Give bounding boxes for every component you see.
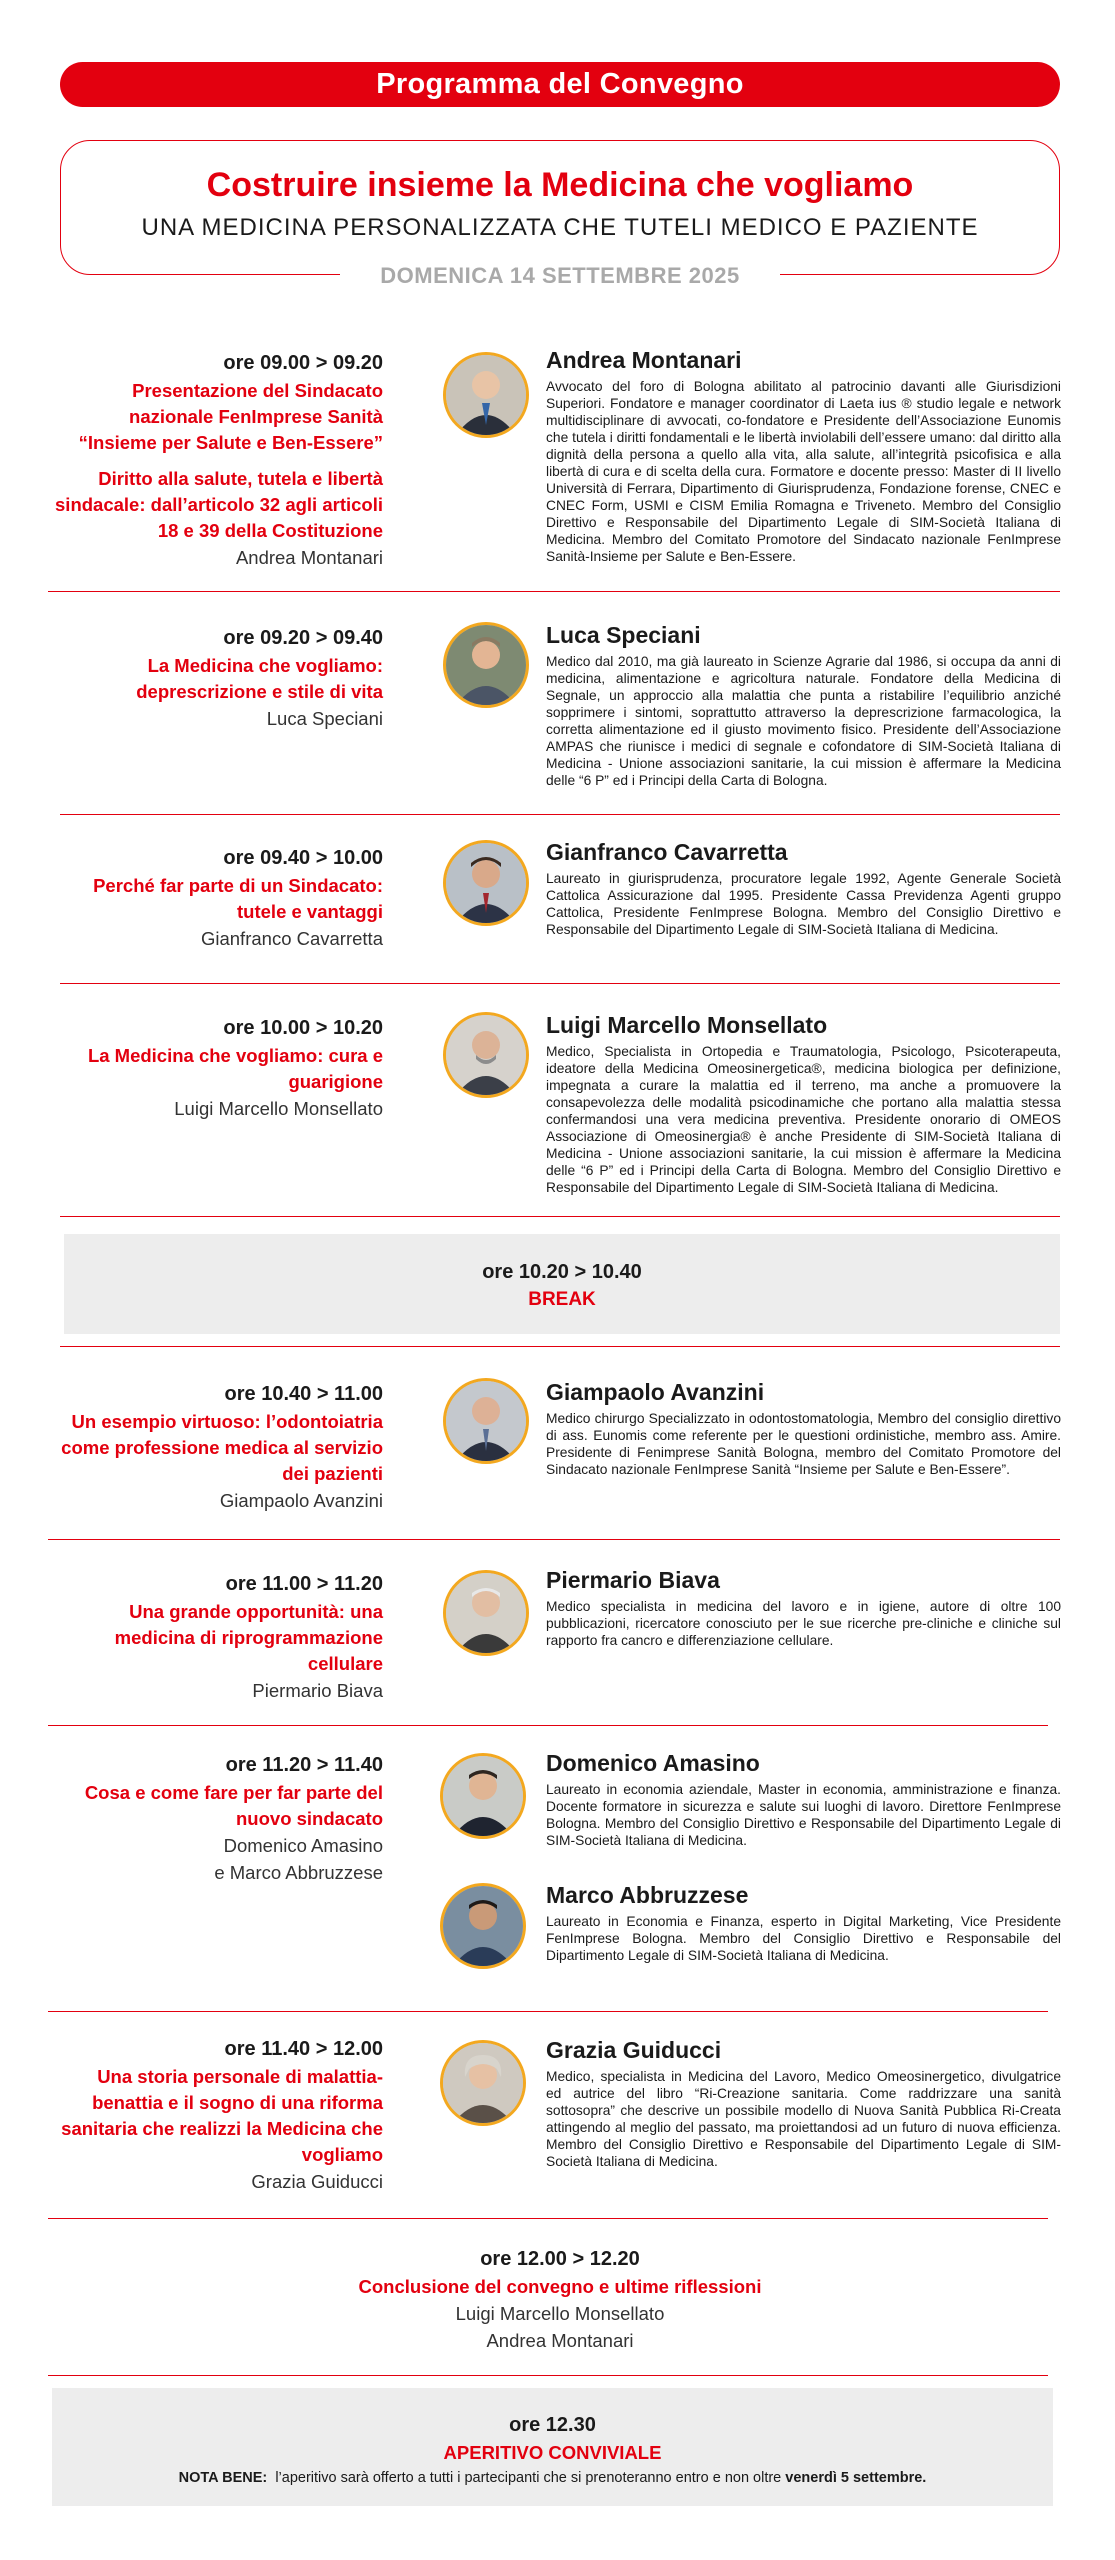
- session-speaker: Grazia Guiducci: [251, 2171, 383, 2192]
- aperitivo-title: APERITIVO CONVIVIALE: [443, 2442, 662, 2463]
- session-time: ore 09.40 > 10.00: [223, 847, 383, 869]
- event-date-text: DOMENICA 14 SETTEMBRE 2025: [380, 263, 740, 288]
- title-box: [60, 140, 1060, 275]
- session-time: ore 11.20 > 11.40: [225, 1754, 383, 1776]
- event-date: [340, 256, 780, 296]
- session-speaker: Luca Speciani: [266, 708, 383, 729]
- session-title: Un esempio virtuoso: l’odontoiatria come professione medica al servizio dei pazienti: [61, 1411, 383, 1484]
- session-title: Perché far parte di un Sindacato: tutele e vantaggi: [93, 875, 383, 922]
- session-1040: [48, 1381, 383, 1514]
- aperitivo-box: [52, 2388, 1053, 2506]
- session-title-2: Diritto alla salute, tutela e libertà sindacale: dall’articolo 32 agli articoli 18 e 39 della Costituzione: [55, 468, 383, 541]
- divider: [48, 2011, 1048, 2012]
- divider: [60, 1216, 1060, 1217]
- note-label: NOTA BENE:: [178, 2470, 268, 2486]
- divider: [48, 1725, 1048, 1726]
- session-title: Una storia personale di malattia-benattia e il sogno di una riforma sanitaria che realizzi la Medicina che vogliamo: [61, 2066, 383, 2165]
- session-0900: [48, 350, 383, 571]
- bio-guiducci: [436, 2036, 1061, 2170]
- bio-name: Andrea Montanari: [546, 347, 742, 373]
- session-1000: [48, 1015, 383, 1122]
- bio-name: Gianfranco Cavarretta: [546, 839, 788, 865]
- session-0940: [48, 845, 383, 952]
- session-speaker-2: e Marco Abbruzzese: [214, 1862, 383, 1883]
- divider: [48, 591, 1060, 592]
- divider: [48, 2218, 1048, 2219]
- divider: [48, 2375, 1048, 2376]
- session-speaker: Luigi Marcello Monsellato: [174, 1098, 383, 1119]
- divider: [60, 1346, 1060, 1347]
- bio-name: Luca Speciani: [546, 622, 701, 648]
- session-speaker: Gianfranco Cavarretta: [200, 928, 383, 949]
- closing-speaker-1: Luigi Marcello Monsellato: [455, 2303, 665, 2324]
- event-title: Costruire insieme la Medicina che vogliamo: [206, 166, 914, 204]
- session-1140: [48, 2036, 383, 2195]
- bio-avanzini: [436, 1378, 1061, 1478]
- bio-abbruzzese: [436, 1881, 1061, 1964]
- bio-name: Giampaolo Avanzini: [546, 1379, 765, 1405]
- session-title: Presentazione del Sindacato nazionale FenImprese Sanità “Insieme per Salute e Ben-Essere”: [78, 380, 383, 453]
- bio-text: Laureato in Economia e Finanza, esperto in Digital Marketing, Vice Presidente FenImprese Bologna. Membro del Consiglio Direttivo e Responsabile del Dipartimento Legale di SIM-Società Italiana di Medicina.: [546, 1914, 1061, 1963]
- break-time: ore 10.20 > 10.40: [482, 1261, 642, 1283]
- session-title: La Medicina che vogliamo: cura e guarigione: [87, 1045, 383, 1092]
- break-box: [64, 1234, 1060, 1334]
- session-speaker: Andrea Montanari: [235, 547, 383, 568]
- divider: [48, 1539, 1060, 1540]
- closing-speaker-2: Andrea Montanari: [486, 2330, 634, 2351]
- bio-name: Piermario Biava: [546, 1567, 720, 1593]
- banner-title: Programma del Convegno: [376, 68, 744, 100]
- note-text: l’aperitivo sarà offerto a tutti i partecipanti che si prenoteranno entro e non oltre: [275, 2470, 782, 2486]
- break-label: BREAK: [528, 1289, 596, 1310]
- session-title: Cosa e come fare per far parte del nuovo sindacato: [84, 1782, 383, 1829]
- bio-name: Marco Abbruzzese: [546, 1882, 749, 1908]
- session-speaker: Giampaolo Avanzini: [219, 1490, 383, 1511]
- closing-title: Conclusione del convegno e ultime riflessioni: [358, 2276, 762, 2297]
- program-banner: [60, 62, 1060, 107]
- bio-monsellato: [436, 1011, 1061, 1196]
- bio-biava: [436, 1566, 1061, 1649]
- bio-text: Medico chirurgo Specializzato in odontostomatologia, Membro del consiglio direttivo di ass. Eunomis come referente per le questioni ordinistiche, membro ass. Amire. Presidente di Fenimprese Sanità Bologna, membro del Comitato Promotore del Sindacato nazionale FenImprese Sanità “Insieme per Salute e Ben-Essere”.: [546, 1411, 1061, 1477]
- session-speaker: Domenico Amasino: [223, 1835, 383, 1856]
- closing-session: [60, 2246, 1060, 2354]
- divider: [60, 983, 1060, 984]
- session-title: La Medicina che vogliamo: deprescrizione e stile di vita: [136, 655, 383, 702]
- bio-name: Luigi Marcello Monsellato: [546, 1012, 828, 1038]
- bio-amasino: [436, 1749, 1061, 1849]
- session-1100: [48, 1571, 383, 1704]
- bio-name: Domenico Amasino: [546, 1750, 760, 1776]
- bio-text: Medico specialista in medicina del lavoro e in igiene, autore di oltre 100 pubblicazioni, ricercatore conosciuto per le sue ricerche pre-cliniche e cliniche sul rapporto fra cancro e differenziazione cellulare.: [546, 1599, 1061, 1648]
- aperitivo-time: ore 12.30: [509, 2414, 596, 2436]
- bio-speciani: [436, 621, 1061, 789]
- session-0920: [48, 625, 383, 732]
- bio-text: Medico, Specialista in Ortopedia e Traumatologia, Psicologo, Psicoterapeuta, ideatore della Medicina Omeosinergetica®, medicina biologica per definizione, impegnata a curare la malattia ed il terreno, ma anche a promuovere la consapevolezza delle modalità psicodinamiche che portano alla malattia stessa confermandosi una vera medicina preventiva. Presidente onorario di OMEOS Associazione di Omeosinergia® è anche Presidente di SIM-Società Italiana di Medicina - Unione associazioni sanitarie, la cui mission è affermare la Medicina delle “6 P” ed i Principi della Carta di Bologna. Membro del Consiglio Direttivo e Responsabile del Dipartimento Legale di SIM-Società Italiana di Medicina.: [546, 1044, 1061, 1195]
- session-1120: [48, 1752, 383, 1886]
- session-title: Una grande opportunità: una medicina di riprogrammazione cellulare: [114, 1601, 383, 1674]
- event-subtitle: UNA MEDICINA PERSONALIZZATA CHE TUTELI MEDICO E PAZIENTE: [141, 214, 979, 241]
- bio-name: Grazia Guiducci: [546, 2037, 722, 2063]
- bio-cavarretta: [436, 838, 1061, 938]
- session-time: ore 10.40 > 11.00: [224, 1383, 383, 1405]
- bio-text: Medico, specialista in Medicina del Lavoro, Medico Omeosinergetico, divulgatrice ed autrice del libro “Ri-Creazione sanitaria. Come raddrizzare una sanità sottosopra” che descrive un possibile modello di Nuova Sanità Pubblica Ri-Creata attingendo al meglio del passato, ma proiettandosi ad un futuro di nuova efficienza. Membro del Consiglio Direttivo e Responsabile del Dipartimento Legale di SIM-Società Italiana di Medicina.: [546, 2069, 1061, 2169]
- bio-text: Avvocato del foro di Bologna abilitato al patrocinio davanti alle Giurisdizioni Superiori. Fondatore e manager coordinator di Laeta ius ® studio legale e network multidisciplinare di avvocati, co-fondatore e Presidente dell’Associazione Eunomis che tutela i diritti fondamentali e le libertà inviolabili dell’essere umano: dal diritto alla dignità della persona a quello alla vita, alla salute, all’integrità psicofisica e alla libertà di cura e di scelta della cura. Formatore e docente presso: Master di II livello Università di Ferrara, Dipartimento di Giurisprudenza, Fondazione forense, CNEC e CNEC Form, USMI e CISM Emilia Romagna e Triveneto. Membro del Consiglio Direttivo e Responsabile del Dipartimento Legale di SIM-Società Italiana di Medicina. Membro del Comitato Promotore del Sindacato nazionale FenImprese Sanità-Insieme per Salute e Ben-Essere.: [546, 379, 1061, 564]
- bio-montanari: [436, 346, 1061, 565]
- note-date: venerdì 5 settembre.: [785, 2470, 927, 2486]
- session-time: ore 11.00 > 11.20: [225, 1573, 383, 1595]
- session-time: ore 11.40 > 12.00: [224, 2038, 383, 2060]
- bio-text: Medico dal 2010, ma già laureato in Scienze Agrarie dal 1986, si occupa da anni di medicina, alimentazione e agricoltura naturale. Fondatore della Medicina di Segnale, un approccio alla malattia che punta a ristabilire l’equilibrio anziché sopprimere i sintomi, soprattutto attraverso la deprescrizione farmacologica, la corretta alimentazione ed il giusto movimento fisico. Presidente dell’Associazione AMPAS che riunisce i medici di segnale e cofondatore di SIM-Società Italiana di Medicina - Unione associazioni sanitarie, la cui mission è affermare la Medicina delle “6 P” ed i Principi della Carta di Bologna.: [546, 654, 1061, 788]
- session-time: ore 09.20 > 09.40: [223, 627, 383, 649]
- session-speaker: Piermario Biava: [252, 1680, 383, 1701]
- bio-text: Laureato in giurisprudenza, procuratore legale 1992, Agente Generale Società Cattolica Assicurazione dal 1995. Presidente Cassa Previdenza Agenti gruppo Cattolica, Presidente FenImprese Bologna. Membro del Consiglio Direttivo e Responsabile del Dipartimento Legale di SIM-Società Italiana di Medicina.: [546, 871, 1061, 937]
- bio-text: Laureato in economia aziendale, Master in economia, amministrazione e finanza. Docente formatore in sicurezza e salute sui luoghi di lavoro. Direttore FenImprese Bologna. Membro del Consiglio Direttivo e Responsabile del Dipartimento Legale di SIM-Società Italiana di Medicina.: [546, 1782, 1061, 1848]
- divider: [60, 814, 1060, 815]
- aperitivo-note: [52, 2470, 1053, 2486]
- session-time: ore 10.00 > 10.20: [223, 1017, 383, 1039]
- closing-time: ore 12.00 > 12.20: [480, 2248, 640, 2270]
- session-time: ore 09.00 > 09.20: [223, 352, 383, 374]
